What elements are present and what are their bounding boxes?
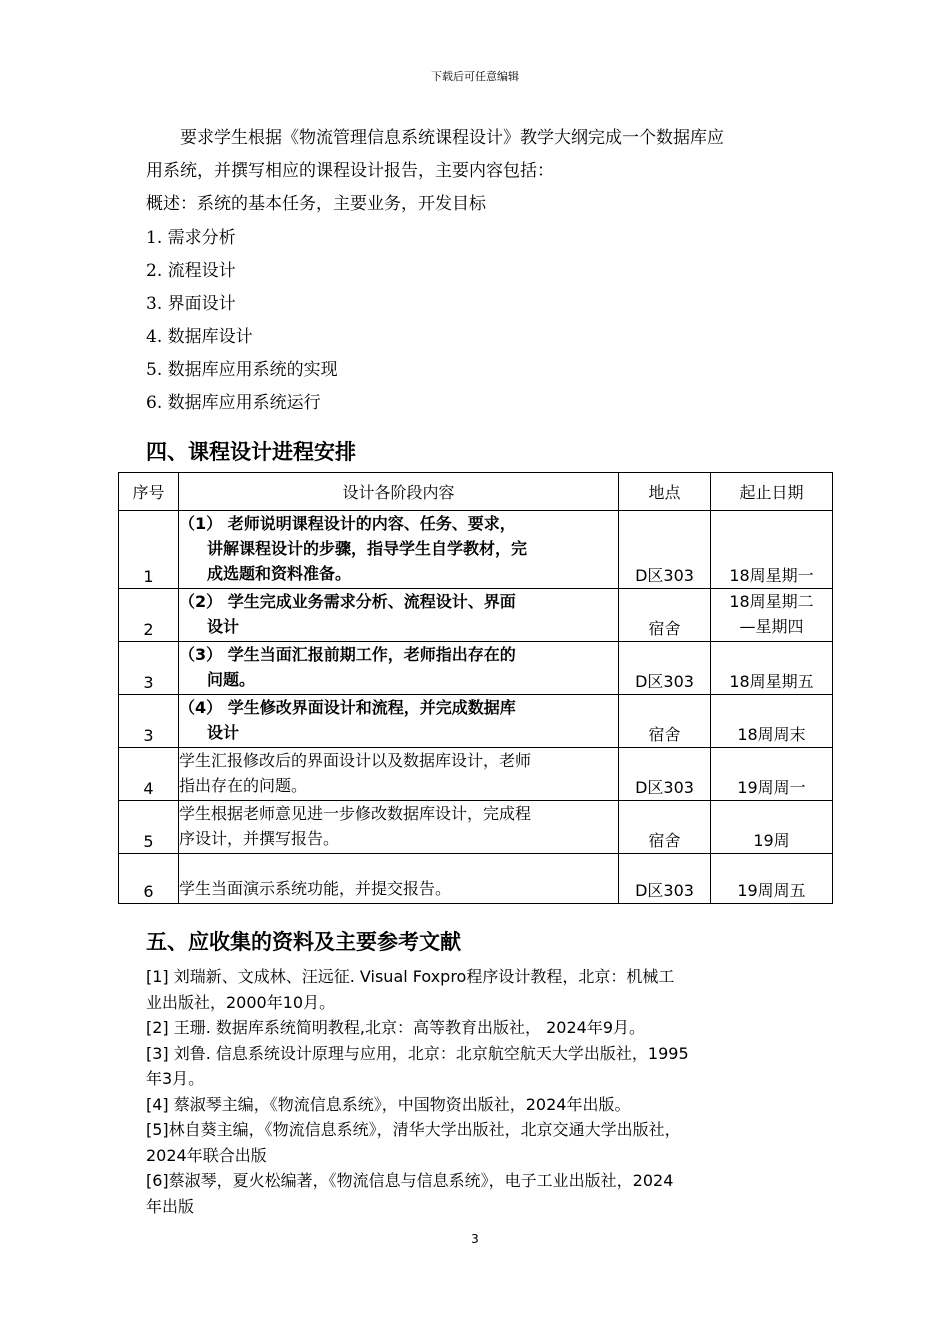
content-line: 讲解课程设计的步骤，指导学生自学教材，完 [207, 539, 528, 558]
page-header: 下载后可任意编辑 [431, 70, 519, 83]
content-line: 学生汇报修改后的界面设计以及数据库设计，老师 [179, 751, 532, 770]
row-date: 18周星期五 [711, 642, 833, 695]
col-header-num: 序号 [119, 473, 179, 511]
reference-item [146, 964, 806, 1015]
row-date: 18周周末 [711, 695, 833, 748]
row-place: D区303 [619, 748, 711, 801]
intro-line-1: 要求学生根据《物流管理信息系统课程设计》教学大纲完成一个数据库应 [180, 128, 724, 148]
row-num: 4 [119, 748, 179, 801]
reference-item [146, 1117, 806, 1168]
reference-line: [2] 王珊. 数据库系统简明教程,北京：高等教育出版社， 2024年9月。 [146, 1018, 645, 1037]
content-line: 指出存在的问题。 [179, 776, 308, 795]
schedule-table [118, 472, 833, 904]
row-date: 19周 [711, 801, 833, 854]
page-number: 3 [471, 1232, 479, 1246]
col-header-place: 地点 [619, 473, 711, 511]
content-line: 序设计，并撰写报告。 [179, 829, 340, 848]
table-row [119, 642, 833, 695]
table-row [119, 695, 833, 748]
row-content [179, 695, 619, 748]
reference-line: 业出版社，2000年10月。 [146, 992, 336, 1012]
reference-line: 2024年联合出版 [146, 1145, 267, 1165]
reference-line: [3] 刘鲁. 信息系统设计原理与应用，北京：北京航空航天大学出版社，1995 [146, 1043, 689, 1063]
col-header-date: 起止日期 [711, 473, 833, 511]
row-date: 19周周一 [711, 748, 833, 801]
reference-item [146, 1168, 806, 1219]
reference-line: 年出版 [146, 1196, 195, 1216]
date-line: 18周星期二 [729, 592, 814, 611]
row-num: 2 [119, 589, 179, 642]
content-line: 学生根据老师意见进一步修改数据库设计，完成程 [179, 804, 532, 823]
list-item: 1. 需求分析 [146, 228, 236, 248]
reference-line: [5]林自葵主编，《物流信息系统》，清华大学出版社，北京交通大学出版社， [146, 1120, 681, 1139]
row-content [179, 511, 619, 589]
content-line: 设计 [207, 617, 240, 636]
table-row [119, 589, 833, 642]
table-row [119, 801, 833, 854]
row-place: 宿舍 [619, 695, 711, 748]
row-num: 3 [119, 642, 179, 695]
reference-item [146, 1041, 806, 1092]
content-line: 问题。 [207, 670, 256, 689]
row-content [179, 642, 619, 695]
section-4-heading: 四、课程设计进程安排 [146, 440, 356, 464]
section-5-heading: 五、应收集的资料及主要参考文献 [146, 930, 461, 954]
table-row [119, 511, 833, 589]
row-date [711, 589, 833, 642]
row-date: 19周周五 [711, 854, 833, 904]
row-num: 5 [119, 801, 179, 854]
table-header-row [119, 473, 833, 511]
row-content [179, 748, 619, 801]
overview-line: 概述：系统的基本任务，主要业务，开发目标 [146, 194, 486, 214]
row-content [179, 854, 619, 904]
list-item: 2. 流程设计 [146, 261, 236, 281]
col-header-content: 设计各阶段内容 [179, 473, 619, 511]
row-place: D区303 [619, 511, 711, 589]
row-date: 18周星期一 [711, 511, 833, 589]
intro-line-2: 用系统，并撰写相应的课程设计报告，主要内容包括： [146, 161, 554, 181]
row-place: D区303 [619, 854, 711, 904]
content-line: （4） 学生修改界面设计和流程，并完成数据库 [179, 698, 516, 717]
reference-list [146, 964, 806, 1219]
reference-item [146, 1015, 806, 1041]
date-line: —星期四 [739, 617, 804, 636]
content-line: （2） 学生完成业务需求分析、流程设计、界面 [179, 592, 516, 611]
row-content [179, 801, 619, 854]
list-item: 6. 数据库应用系统运行 [146, 393, 321, 413]
content-line: （3） 学生当面汇报前期工作，老师指出存在的 [179, 645, 516, 664]
reference-line: 年3月。 [146, 1069, 205, 1088]
row-num: 6 [119, 854, 179, 904]
content-line: 设计 [207, 723, 240, 742]
table-row [119, 854, 833, 904]
content-line: （1） 老师说明课程设计的内容、任务、要求， [179, 514, 516, 533]
reference-item [146, 1092, 806, 1118]
reference-line: [6]蔡淑琴，夏火松编著，《物流信息与信息系统》，电子工业出版社，2024 [146, 1171, 674, 1190]
row-content [179, 589, 619, 642]
table-row [119, 748, 833, 801]
list-item: 3. 界面设计 [146, 294, 236, 314]
row-place: D区303 [619, 642, 711, 695]
reference-line: [4] 蔡淑琴主编，《物流信息系统》，中国物资出版社，2024年出版。 [146, 1094, 631, 1114]
list-item: 4. 数据库设计 [146, 327, 253, 347]
reference-line: [1] 刘瑞新、文成林、汪远征. Visual Foxpro程序设计教程，北京：机械工 [146, 967, 675, 986]
row-place: 宿舍 [619, 589, 711, 642]
content-line: 成选题和资料准备。 [207, 564, 352, 583]
row-num: 3 [119, 695, 179, 748]
content-line: 学生当面演示系统功能，并提交报告。 [179, 879, 452, 898]
row-place: 宿舍 [619, 801, 711, 854]
list-item: 5. 数据库应用系统的实现 [146, 360, 338, 380]
row-num: 1 [119, 511, 179, 589]
